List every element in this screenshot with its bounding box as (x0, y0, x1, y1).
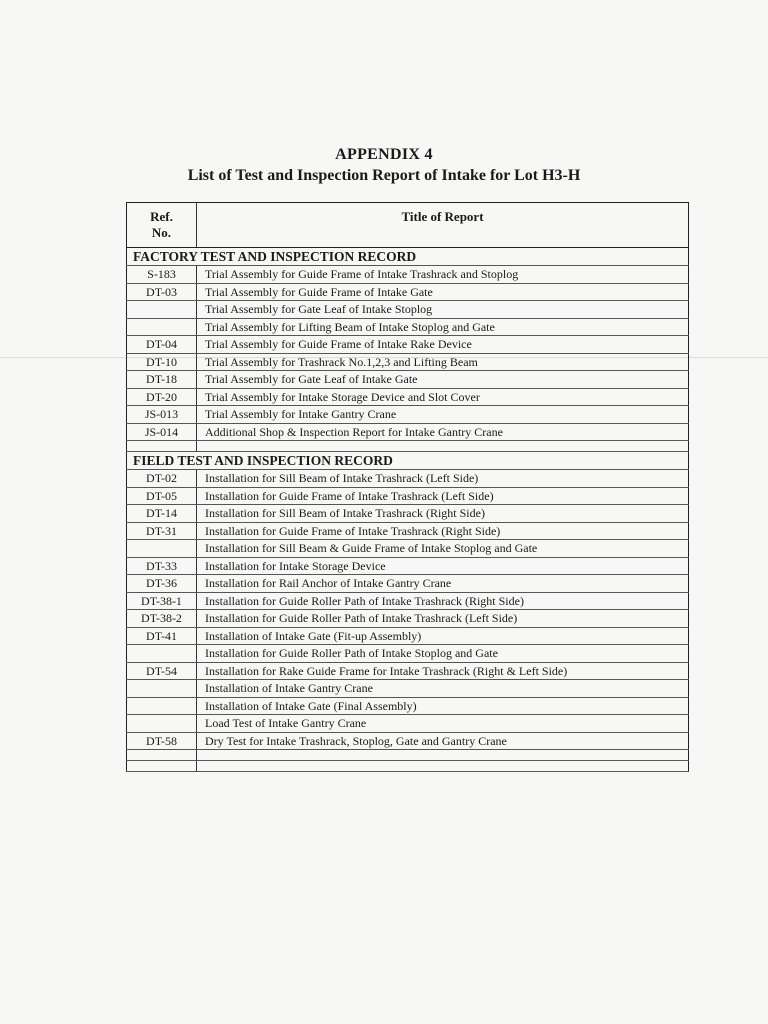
table-row (127, 610, 689, 628)
table-row (127, 353, 689, 371)
report-title-cell: Installation for Sill Beam & Guide Frame of Intake Stoplog and Gate (197, 540, 689, 558)
ref-no-cell (127, 301, 197, 319)
table-row (127, 423, 689, 441)
table-row (127, 283, 689, 301)
ref-no-cell: DT-14 (127, 505, 197, 523)
table-row (127, 388, 689, 406)
ref-no-cell (127, 715, 197, 733)
table-row (127, 371, 689, 389)
table-row (127, 732, 689, 750)
ref-no-cell (127, 697, 197, 715)
ref-header-line2: No. (151, 225, 172, 240)
report-title-cell: Installation for Rail Anchor of Intake Gantry Crane (197, 575, 689, 593)
report-title-cell: Installation for Sill Beam of Intake Trashrack (Left Side) (197, 470, 689, 488)
report-title-cell: Installation for Intake Storage Device (197, 557, 689, 575)
ref-no-cell: DT-33 (127, 557, 197, 575)
field-section-heading-row (127, 452, 689, 470)
ref-no-cell (127, 540, 197, 558)
ref-no-cell: DT-54 (127, 662, 197, 680)
ref-no-cell: DT-18 (127, 371, 197, 389)
table-row (127, 575, 689, 593)
table-row (127, 540, 689, 558)
table-row (127, 406, 689, 424)
empty-title-cell (197, 441, 689, 452)
table-row (127, 336, 689, 354)
ref-no-cell: S-183 (127, 266, 197, 284)
table-row (127, 645, 689, 663)
blank-row (127, 761, 689, 772)
table-row (127, 301, 689, 319)
ref-no-cell: DT-36 (127, 575, 197, 593)
ref-no-header (127, 203, 197, 248)
ref-no-cell: DT-20 (127, 388, 197, 406)
table-row (127, 697, 689, 715)
appendix-title: APPENDIX 4 (335, 146, 433, 163)
report-title-cell: Installation of Intake Gate (Final Assembly) (197, 697, 689, 715)
report-title-cell: Installation for Guide Roller Path of Intake Trashrack (Left Side) (197, 610, 689, 628)
ref-no-cell: DT-04 (127, 336, 197, 354)
report-title-cell: Trial Assembly for Lifting Beam of Intake Stoplog and Gate (197, 318, 689, 336)
ref-no-cell: JS-014 (127, 423, 197, 441)
factory-section-heading-row (127, 248, 689, 266)
empty-title-cell (197, 750, 689, 761)
table-row (127, 522, 689, 540)
report-title-cell: Trial Assembly for Guide Frame of Intake Gate (197, 283, 689, 301)
empty-ref-cell (127, 441, 197, 452)
table-row (127, 627, 689, 645)
table-row (127, 680, 689, 698)
report-title-cell: Load Test of Intake Gantry Crane (197, 715, 689, 733)
report-title-cell: Trial Assembly for Trashrack No.1,2,3 and Lifting Beam (197, 353, 689, 371)
empty-ref-cell (127, 750, 197, 761)
report-title-cell: Trial Assembly for Intake Storage Device and Slot Cover (197, 388, 689, 406)
report-title-cell: Dry Test for Intake Trashrack, Stoplog, Gate and Gantry Crane (197, 732, 689, 750)
ref-no-cell: DT-38-1 (127, 592, 197, 610)
ref-no-cell (127, 645, 197, 663)
blank-row (127, 750, 689, 761)
report-title-cell: Installation of Intake Gate (Fit-up Assembly) (197, 627, 689, 645)
blank-row (127, 441, 689, 452)
table-row (127, 662, 689, 680)
report-title-cell: Installation for Sill Beam of Intake Trashrack (Right Side) (197, 505, 689, 523)
empty-ref-cell (127, 761, 197, 772)
ref-header-line1: Ref. (150, 209, 173, 224)
table-row (127, 505, 689, 523)
ref-no-cell (127, 318, 197, 336)
ref-no-cell: DT-38-2 (127, 610, 197, 628)
factory-section-heading: FACTORY TEST AND INSPECTION RECORD (127, 248, 689, 266)
ref-no-cell: DT-41 (127, 627, 197, 645)
field-section-heading: FIELD TEST AND INSPECTION RECORD (127, 452, 689, 470)
ref-no-cell: DT-02 (127, 470, 197, 488)
list-title: List of Test and Inspection Report of Intake for Lot H3-H (187, 167, 581, 184)
table-row (127, 470, 689, 488)
ref-no-cell: DT-10 (127, 353, 197, 371)
report-title-cell: Installation of Intake Gantry Crane (197, 680, 689, 698)
report-title-cell: Trial Assembly for Intake Gantry Crane (197, 406, 689, 424)
report-title-cell: Trial Assembly for Gate Leaf of Intake Gate (197, 371, 689, 389)
report-title-cell: Installation for Guide Roller Path of Intake Stoplog and Gate (197, 645, 689, 663)
report-title-cell: Trial Assembly for Gate Leaf of Intake Stoplog (197, 301, 689, 319)
report-title-cell: Trial Assembly for Guide Frame of Intake Rake Device (197, 336, 689, 354)
report-title-cell: Installation for Rake Guide Frame for Intake Trashrack (Right & Left Side) (197, 662, 689, 680)
ref-no-cell: DT-03 (127, 283, 197, 301)
table-row (127, 592, 689, 610)
ref-no-cell (127, 680, 197, 698)
ref-no-cell: DT-05 (127, 487, 197, 505)
report-title-cell: Trial Assembly for Guide Frame of Intake Trashrack and Stoplog (197, 266, 689, 284)
report-table (126, 202, 689, 772)
table-row (127, 318, 689, 336)
table-row (127, 487, 689, 505)
ref-no-cell: DT-31 (127, 522, 197, 540)
table-body (127, 248, 689, 772)
report-title-cell: Installation for Guide Roller Path of Intake Trashrack (Right Side) (197, 592, 689, 610)
table-header-row (127, 203, 689, 248)
table-row (127, 715, 689, 733)
report-title-cell: Additional Shop & Inspection Report for Intake Gantry Crane (197, 423, 689, 441)
title-of-report-header: Title of Report (197, 203, 689, 248)
table-row (127, 557, 689, 575)
ref-no-cell: JS-013 (127, 406, 197, 424)
empty-title-cell (197, 761, 689, 772)
report-title-cell: Installation for Guide Frame of Intake Trashrack (Left Side) (197, 487, 689, 505)
ref-no-cell: DT-58 (127, 732, 197, 750)
table-row (127, 266, 689, 284)
report-title-cell: Installation for Guide Frame of Intake Trashrack (Right Side) (197, 522, 689, 540)
